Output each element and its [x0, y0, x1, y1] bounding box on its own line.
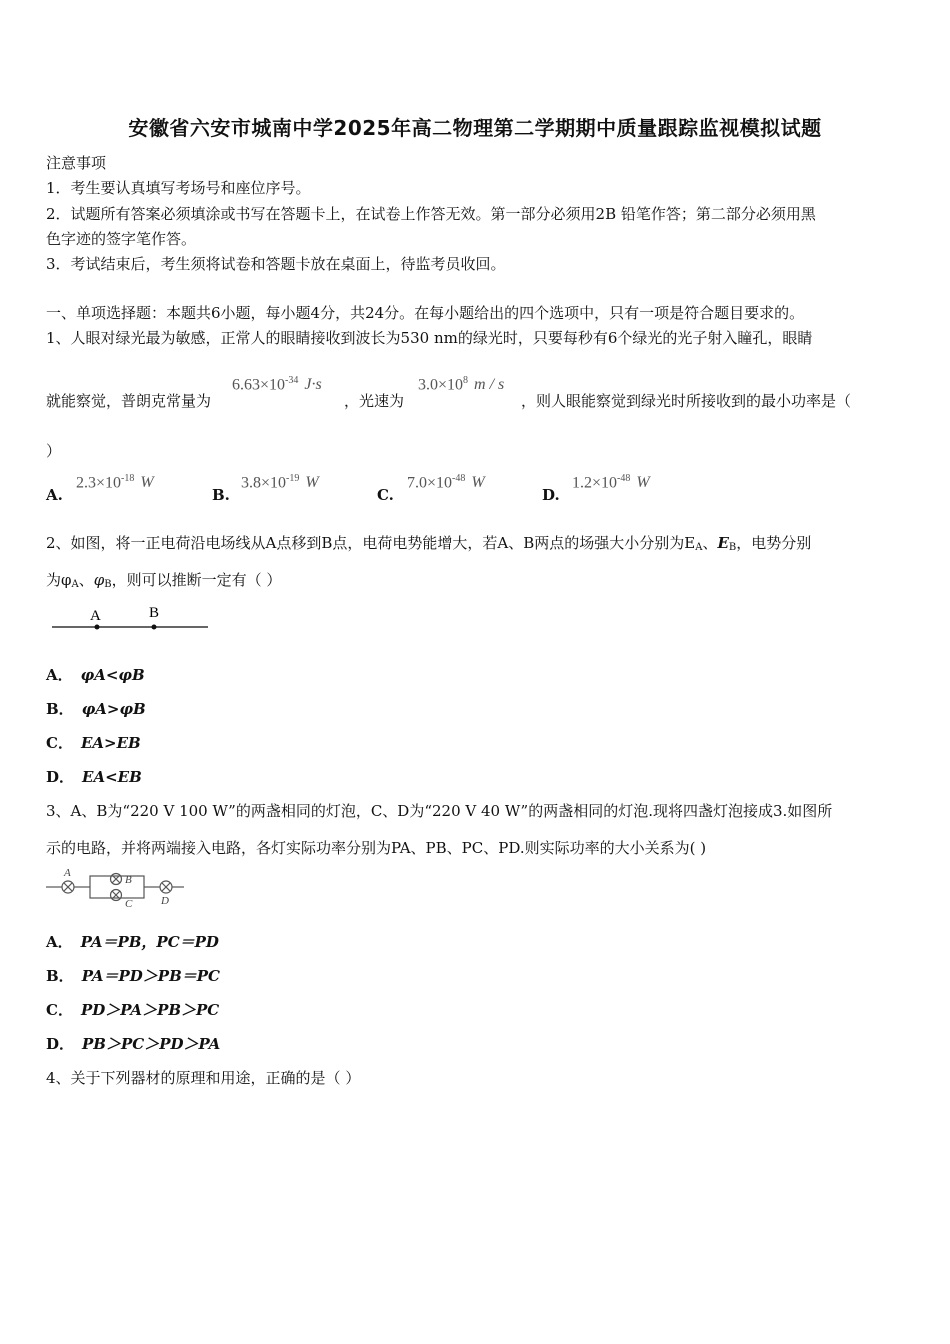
q4-line1: 4、关于下列器材的原理和用途，正确的是（ ）	[46, 1069, 361, 1087]
q2-option-a: A． φA<φB	[46, 666, 145, 684]
q3-line1: 3、A、B为“220 V 100 W”的两盏相同的灯泡，C、D为“220 V 40 W”的两盏相同的灯泡.现将四盏灯泡接成3.如图所	[46, 802, 833, 820]
q1-option-a-label: A.	[46, 486, 63, 504]
point-b-dot	[152, 625, 157, 630]
q3-option-d: D． PB＞PC＞PD＞PA	[46, 1035, 221, 1053]
q2-option-d: D． EA<EB	[46, 768, 142, 786]
notice-item: 1．考生要认真填写考场号和座位序号。	[46, 179, 311, 197]
q3-option-c: C． PD＞PA＞PB＞PC	[46, 1001, 220, 1019]
q3-option-a: A． PA＝PB，PC＝PD	[46, 933, 219, 951]
q2-line2: 为$\varphi_A$、$\varphi_B$，则可以推断一定有（ ）	[46, 571, 282, 590]
q2-option-c: C． EA>EB	[46, 734, 141, 752]
q2-line1: 2、如图，将一正电荷沿电场线从A点移到B点，电荷电势能增大，若A、B两点的场强大小分别为$E_A$、$E_B$，电势分别	[46, 534, 812, 553]
page-title: 安徽省六安市城南中学2025年高二物理第二学期期中质量跟踪监视模拟试题	[128, 116, 822, 140]
lamp-a-label: A	[64, 867, 71, 879]
q1-option-d-label: D.	[542, 486, 560, 504]
point-a-dot	[95, 625, 100, 630]
q3-line2: 示的电路，并将两端接入电路，各灯实际功率分别为PA、PB、PC、PD.则实际功率的大小关系为( )	[46, 839, 707, 857]
q1-option-a-value: $2.3\times 10^{-18}$ W	[76, 473, 154, 492]
q1-option-c-label: C.	[377, 486, 394, 504]
lamp-circuit-figure	[46, 866, 186, 912]
lamp-c-label: C	[125, 898, 133, 910]
point-b-label: B	[149, 605, 160, 621]
notice-item: 2．试题所有答案必须填涂或书写在答题卡上，在试卷上作答无效。第一部分必须用2B 铅笔作答；第二部分必须用黑	[46, 205, 816, 223]
q1-line2-b: ，光速为	[344, 392, 405, 410]
lamp-d-label: D	[161, 895, 169, 907]
q1-line1: 1、人眼对绿光最为敏感，正常人的眼睛接收到波长为530 nm的绿光时，只要每秒有6个绿光的光子射入瞳孔，眼睛	[46, 329, 813, 347]
point-a-label: A	[90, 608, 101, 624]
q1-option-c-value: $7.0\times 10^{-48}$ W	[407, 473, 485, 492]
planck-constant: $6.63\times 10^{-34}$ J·s	[232, 375, 322, 394]
electric-field-line-figure	[50, 603, 212, 635]
notice-heading: 注意事项	[46, 154, 107, 172]
q1-line3: ）	[46, 442, 62, 460]
q2-option-b: B． φA>φB	[46, 700, 146, 718]
light-speed: $3.0\times 10^8$ m / s	[418, 375, 505, 394]
q1-option-d-value: $1.2\times 10^{-48}$ W	[572, 473, 650, 492]
q1-option-b-value: $3.8\times 10^{-19}$ W	[241, 473, 319, 492]
notice-item: 色字迹的签字笔作答。	[46, 230, 197, 248]
q1-option-b-label: B.	[212, 486, 230, 504]
q1-line2-c: ，则人眼能察觉到绿光时所接收到的最小功率是（	[521, 392, 852, 410]
lamp-b-label: B	[125, 874, 132, 886]
q3-option-b: B． PA＝PD＞PB＝PC	[46, 967, 220, 985]
section-heading: 一、单项选择题：本题共6小题，每小题4分，共24分。在每小题给出的四个选项中，只有一项是符合题目要求的。	[46, 304, 805, 322]
notice-item: 3．考试结束后，考生须将试卷和答题卡放在桌面上，待监考员收回。	[46, 255, 506, 273]
q1-line2-a: 就能察觉，普朗克常量为	[46, 392, 212, 410]
